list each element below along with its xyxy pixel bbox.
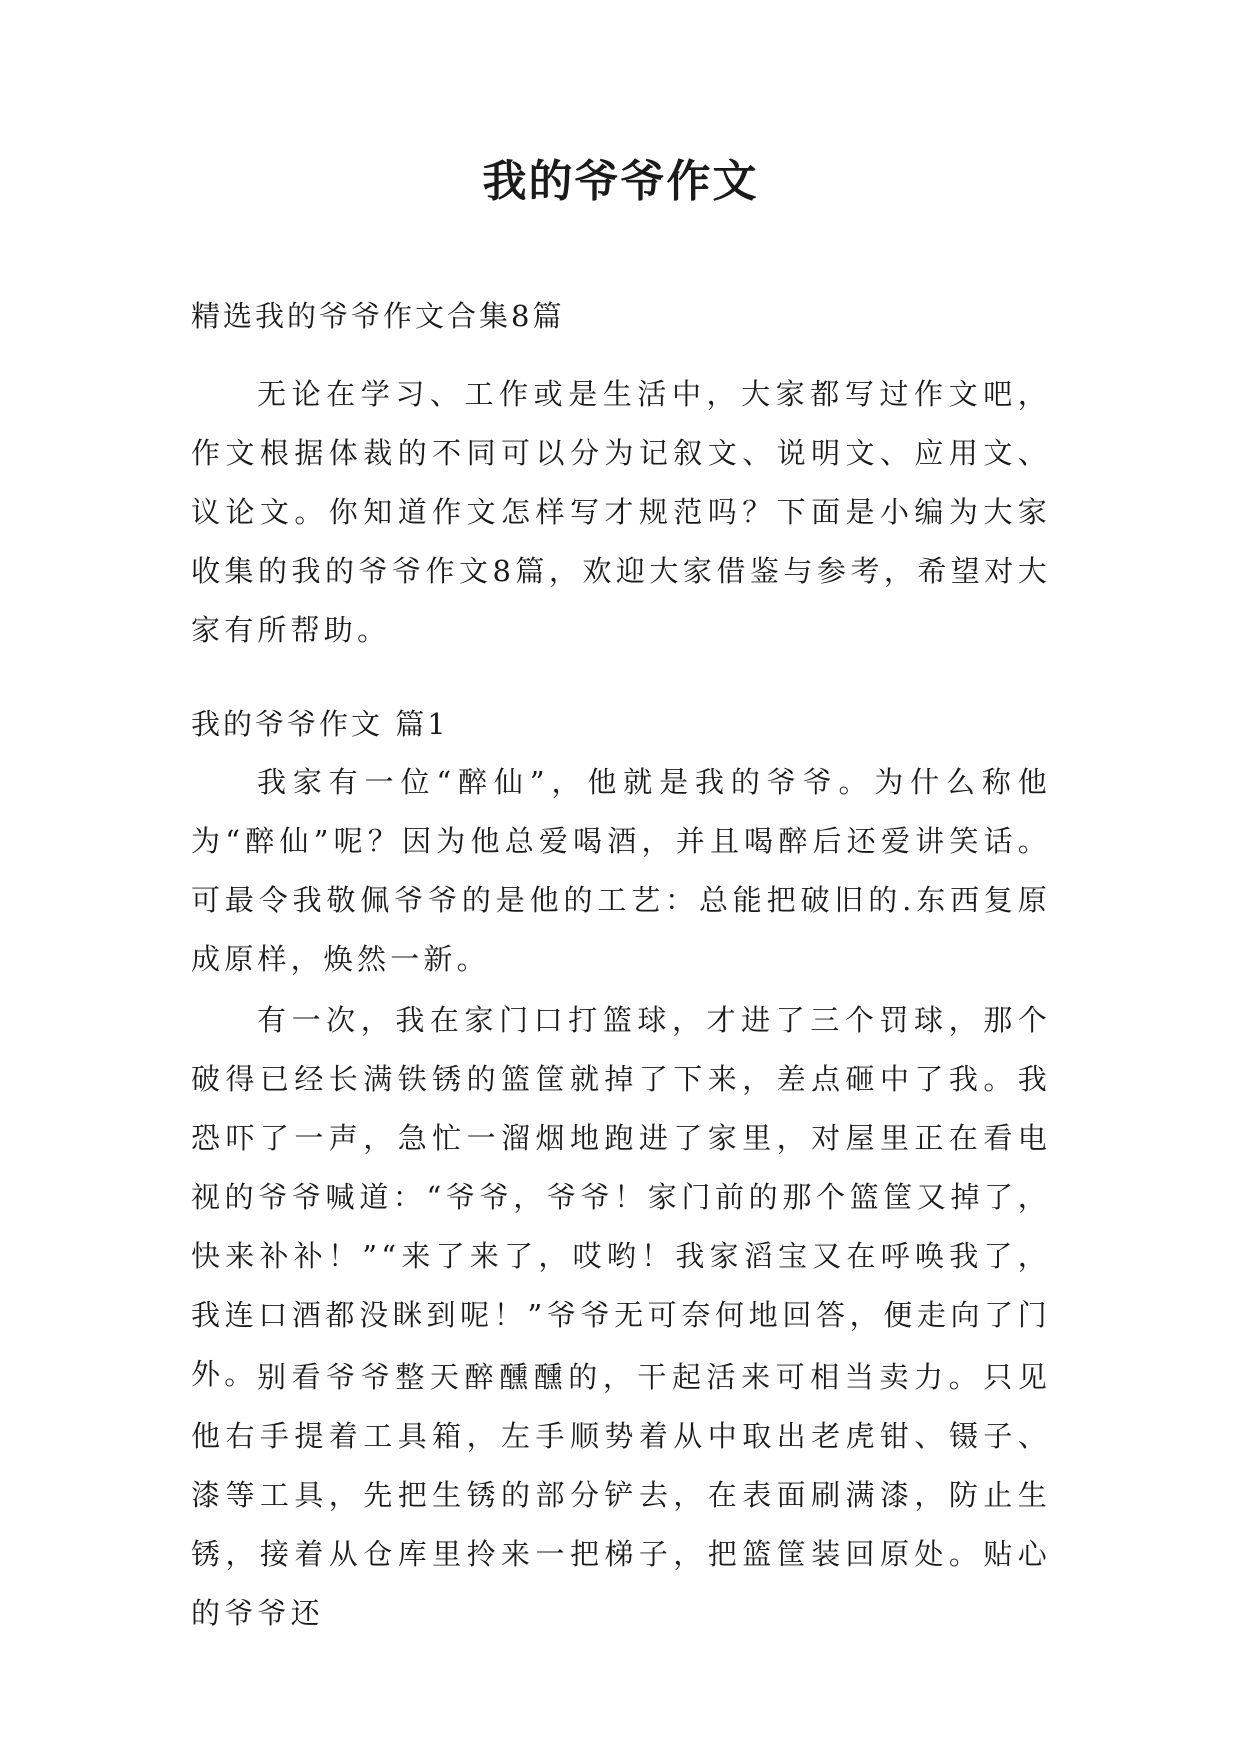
page-title: 我的爷爷作文 bbox=[482, 156, 759, 207]
body-paragraph: 有一次，我在家门口打篮球，才进了三个罚球，那个破得已经长满铁锈的篮筐就掉了下来，差点砸中了我。我恐吓了一声，急忙一溜烟地跑进了家里，对屋里正在看电视的爷爷喊道：“爷爷，爷爷！家门前的那个篮筐又掉了，快来补补！”“来了来了，哎哟！我家滔宝又在呼唤我了，我连口酒都没眯到呢！”爷爷无可奈何地回答，便走向了门外。 bbox=[191, 1003, 1051, 1391]
intro-paragraph: 无论在学习、工作或是生活中，大家都写过作文吧，作文根据体裁的不同可以分为记叙文、说明文、应用文、议论文。你知道作文怎样写才规范吗？下面是小编为大家收集的我的爷爷作文8篇，欢迎大家借鉴与参考，希望对大家有所帮助。 bbox=[191, 377, 1051, 647]
body-paragraph: 别看爷爷整天醉醺醺的，干起活来可相当卖力。只见他右手提着工具箱，左手顺势着从中取出老虎钳、镊子、漆等工具，先把生锈的部分铲去，在表面刷满漆，防止生锈，接着从仓库里拎来一把梯子，把篮筐装回原处。贴心的爷爷还 bbox=[191, 1360, 1051, 1630]
body-paragraph: 我家有一位“醉仙”，他就是我的爷爷。为什么称他为“醉仙”呢？因为他总爱喝酒，并且喝醉后还爱讲笑话。可最令我敬佩爷爷的是他的工艺：总能把破旧的.东西复原成原样，焕然一新。 bbox=[191, 765, 1051, 976]
section-heading: 我的爷爷作文 篇1 bbox=[191, 707, 449, 741]
collection-subtitle: 精选我的爷爷作文合集8篇 bbox=[191, 299, 565, 333]
